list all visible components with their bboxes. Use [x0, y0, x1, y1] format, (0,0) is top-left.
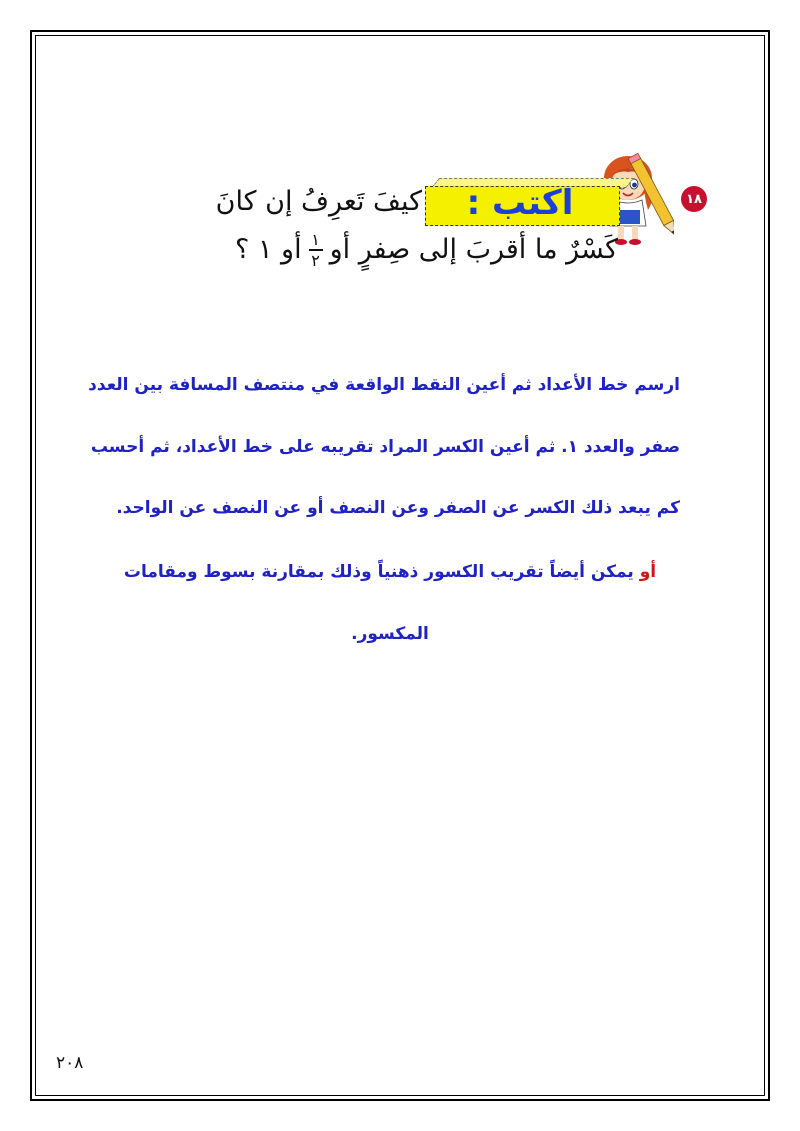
- answer-line-3: كم يبعد ذلك الكسر عن الصفر وعن النصف أو عن النصف عن الواحد.: [116, 498, 680, 518]
- write-label: اكتب :: [466, 183, 574, 223]
- answer-line-4: [100, 562, 680, 582]
- answer-line-1: ارسم خط الأعداد ثم أعين النقط الواقعة في منتصف المسافة بين العدد: [88, 375, 680, 395]
- question-number-badge: [681, 186, 707, 212]
- question-number: ١٨: [686, 191, 702, 207]
- page-number: ٢٠٨: [56, 1053, 84, 1073]
- answer-line-4-rest: يمكن أيضاً تقريب الكسور ذهنياً وذلك بمقارنة بسوط ومقامات: [123, 562, 634, 582]
- question-line-2-start: كَسْرٌ ما أقربَ إلى صِفرٍ أو: [329, 234, 618, 265]
- answer-line-2: صفر والعدد ١. ثم أعين الكسر المراد تقريبه على خط الأعداد، ثم أحسب: [90, 437, 680, 457]
- fraction-denominator: ٢: [311, 251, 320, 270]
- question-line-2: [235, 228, 618, 272]
- question-line-1: كيفَ تَعرِفُ إن كانَ: [215, 186, 422, 217]
- question-line-2-end: أو ١ ؟: [235, 234, 302, 265]
- answer-line-4-or: أو: [639, 562, 657, 582]
- answer-line-5: المكسور.: [351, 624, 429, 644]
- fraction-one-half: [309, 231, 323, 269]
- fraction-numerator: ١: [311, 230, 320, 249]
- write-banner: [425, 178, 630, 228]
